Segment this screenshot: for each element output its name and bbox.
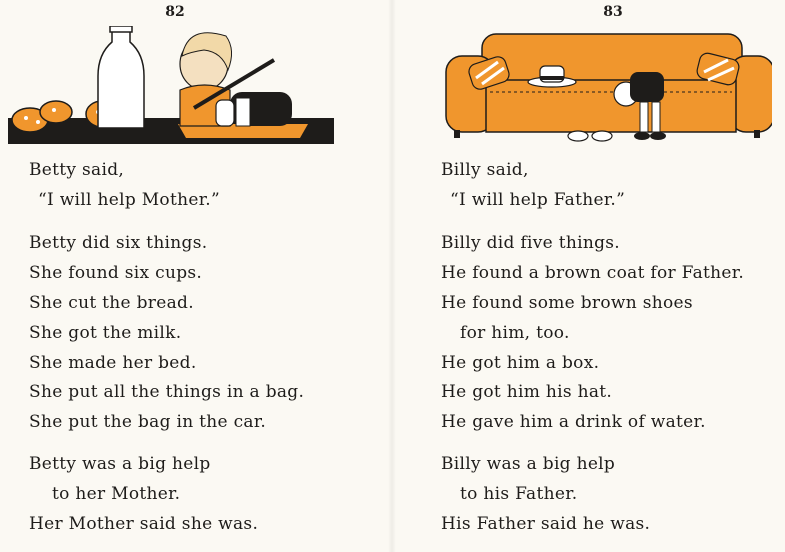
- text-line: He got him his hat.: [441, 382, 613, 402]
- text-line: “I will help Father.”: [450, 190, 626, 210]
- text-line: She put the bag in the car.: [29, 412, 267, 432]
- text-line: Billy did five things.: [441, 233, 620, 253]
- text-line: He found a brown coat for Father.: [441, 263, 745, 283]
- right-page: [392, 0, 785, 552]
- text-line: He got him a box.: [441, 353, 600, 373]
- text-line: He found some brown shoes: [441, 293, 693, 313]
- text-line: to his Father.: [460, 484, 578, 504]
- page-number: 83: [603, 4, 623, 20]
- text-line: She made her bed.: [29, 353, 197, 373]
- text-line: He gave him a drink of water.: [441, 412, 706, 432]
- text-line: She got the milk.: [29, 323, 182, 343]
- left-page: [0, 0, 392, 552]
- text-line: Billy was a big help: [441, 454, 616, 474]
- text-line: “I will help Mother.”: [38, 190, 220, 210]
- text-line: She put all the things in a bag.: [29, 382, 305, 402]
- text-line: for him, too.: [460, 323, 570, 343]
- text-line: She found six cups.: [29, 263, 203, 283]
- text-line: She cut the bread.: [29, 293, 194, 313]
- text-line: Billy said,: [441, 160, 529, 180]
- text-line: Betty did six things.: [29, 233, 208, 253]
- milk-bottle-icon: [98, 26, 144, 128]
- billy-sofa-illustration: [442, 26, 772, 144]
- text-line: Betty said,: [29, 160, 125, 180]
- text-line: Her Mother said she was.: [29, 514, 259, 534]
- betty-kitchen-illustration: [8, 26, 334, 144]
- text-line: to her Mother.: [52, 484, 181, 504]
- page-number: 82: [165, 4, 185, 20]
- text-line: His Father said he was.: [441, 514, 651, 534]
- text-line: Betty was a big help: [29, 454, 211, 474]
